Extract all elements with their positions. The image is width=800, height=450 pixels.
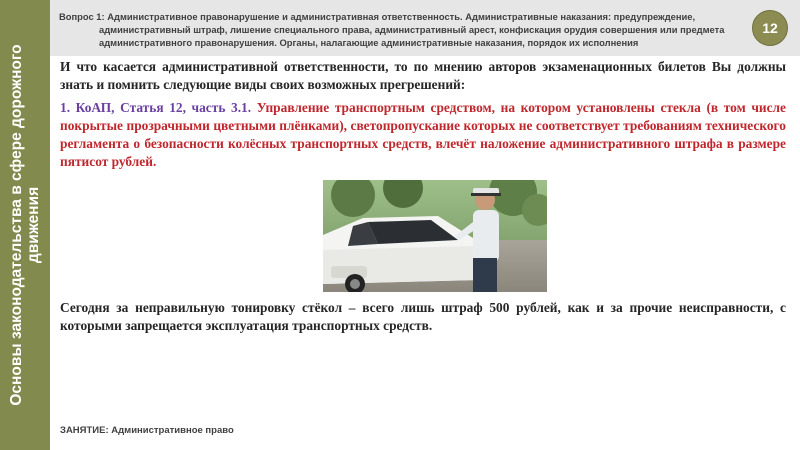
traffic-police-photo (323, 180, 547, 292)
conclusion-paragraph: Сегодня за неправильную тонировку стёкол – всего лишь штраф 500 рублей, как и за прочие неисправности, с которыми запрещается эксплуатация транспортных средств. (60, 300, 786, 333)
sidebar (0, 0, 50, 450)
intro-paragraph: И что касается административной ответственности, то по мнению авторов экзаменационных билетов Вы должны знать и помнить следующие виды своих возможных прегрешений: (60, 59, 786, 92)
law-reference: 1. КоАП, Статья 12, часть 3.1. (60, 100, 252, 115)
question-header: Вопрос 1: Административное правонарушение и административная ответственность. Административные наказания: предупреждение, административный штраф, лишение специального права, административный арест, конфискация орудия совершения или предмета административного правонарушения. Органы, налагающие административные наказания, порядок их исполнения (59, 11, 725, 48)
lesson-footer: ЗАНЯТИЕ: Административное право (60, 425, 234, 436)
slide-number-badge: 12 (752, 10, 788, 46)
violation-text: Управление транспортным средством, на котором установлены стекла (в том числе покрытые прозрачными цветными плёнками), светопропускание которых не соответствует требованиям технического регламента о безопасности колёсных транспортных средств, влечёт наложение административного штрафа в размере пятисот рублей. (60, 100, 786, 169)
violation-paragraph (60, 99, 786, 171)
sidebar-title: Основы законодательства в сфере дорожного движения (8, 44, 42, 406)
